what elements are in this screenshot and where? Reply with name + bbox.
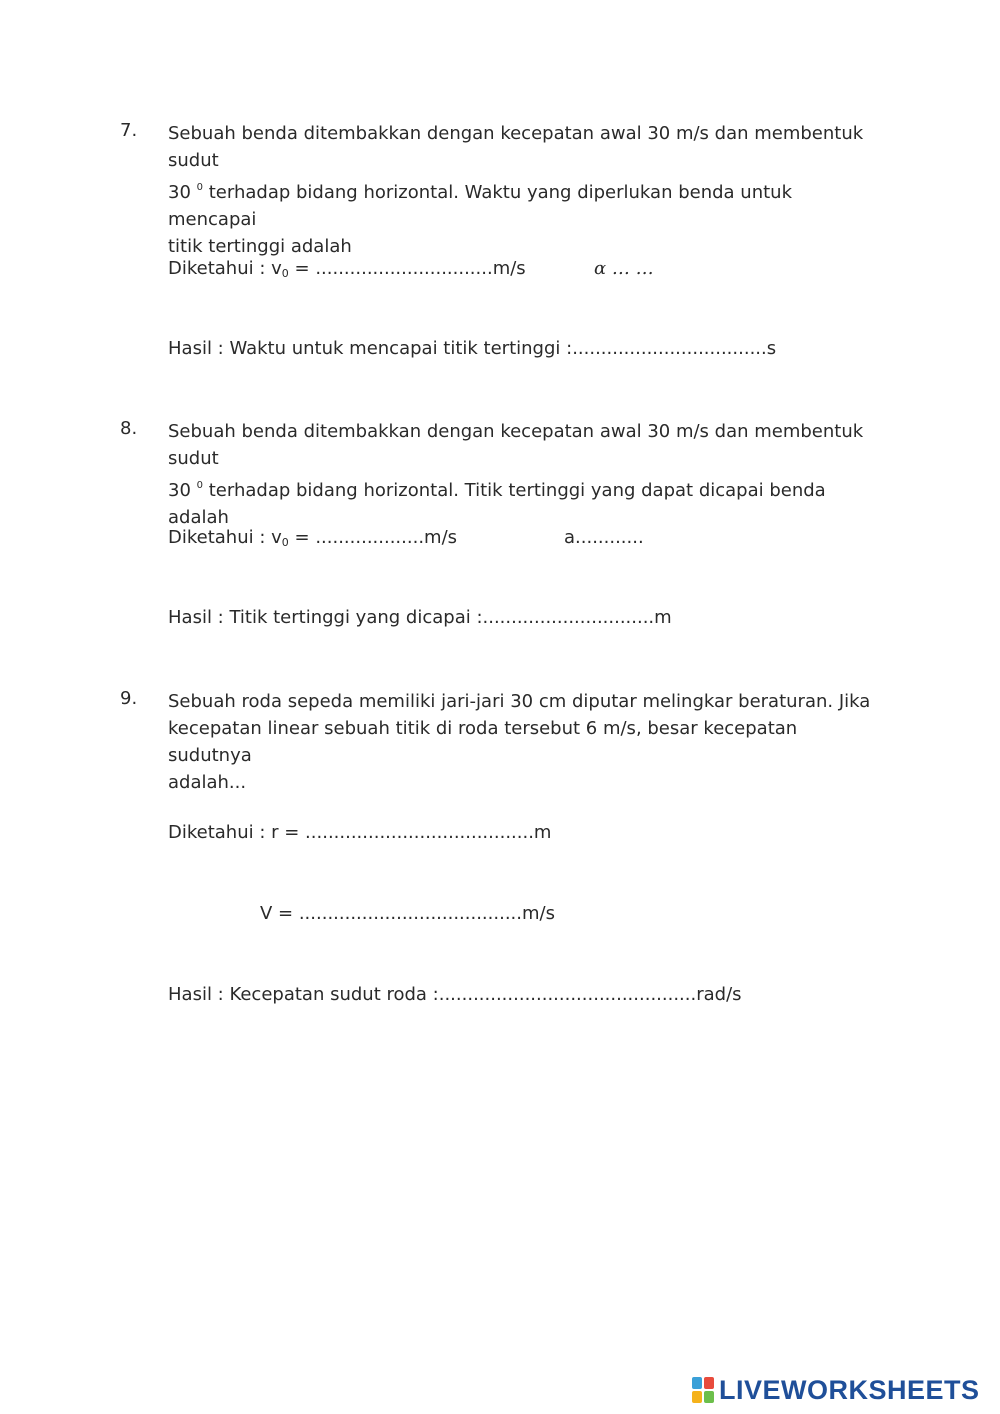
question-7-line-2: 30 $^0$ terhadap bidang horizontal. Waktu yang diperlukan benda untuk mencapai	[168, 182, 792, 230]
logo-blocks-icon	[692, 1377, 714, 1403]
question-8-text	[168, 418, 878, 531]
logo-block-l	[692, 1377, 702, 1389]
question-8-number: 8.	[120, 418, 138, 439]
question-7-number: 7.	[120, 120, 138, 141]
question-8-line-1: Sebuah benda ditembakkan dengan kecepatan awal 30 m/s dan membentuk sudut	[168, 421, 864, 469]
question-9-number: 9.	[120, 688, 138, 709]
liveworksheets-logo	[692, 1376, 980, 1404]
question-9-given-r[interactable]: Diketahui : r = ........................................m	[168, 822, 552, 843]
question-9-line-3: adalah...	[168, 772, 247, 793]
question-8-line-2: 30 $^0$ terhadap bidang horizontal. Titik tertinggi yang dapat dicapai benda adalah	[168, 480, 826, 528]
logo-block-v	[692, 1391, 702, 1403]
question-8-result[interactable]: Hasil : Titik tertinggi yang dicapai :..............................m	[168, 607, 672, 628]
logo-block-i	[704, 1377, 714, 1389]
question-7-text	[168, 120, 878, 260]
question-7-line-1: Sebuah benda ditembakkan dengan kecepatan awal 30 m/s dan membentuk sudut	[168, 123, 864, 171]
question-8-given-alpha[interactable]: a............	[564, 527, 644, 548]
question-9-text	[168, 688, 878, 796]
question-7-result[interactable]: Hasil : Waktu untuk mencapai titik tertinggi :..................................s	[168, 338, 777, 359]
question-9-line-1: Sebuah roda sepeda memiliki jari-jari 30 cm diputar melingkar beraturan. Jika	[168, 691, 871, 712]
question-9-given-v[interactable]: V = .......................................m/s	[260, 903, 555, 924]
question-7-given-v0[interactable]: Diketahui : $v_0 = ...............................m/s$	[168, 258, 526, 280]
question-8-given-v0[interactable]: Diketahui : $v_0 = ...................m/s$	[168, 527, 458, 549]
question-9-result[interactable]: Hasil : Kecepatan sudut roda :.............................................rad/s	[168, 984, 742, 1005]
logo-text: LIVEWORKSHEETS	[719, 1374, 980, 1405]
logo-block-e	[704, 1391, 714, 1403]
question-9-line-2: kecepatan linear sebuah titik di roda tersebut 6 m/s, besar kecepatan sudutnya	[168, 718, 798, 766]
question-7-given-alpha[interactable]: α … …	[594, 258, 654, 279]
question-7-line-3: titik tertinggi adalah	[168, 236, 352, 257]
